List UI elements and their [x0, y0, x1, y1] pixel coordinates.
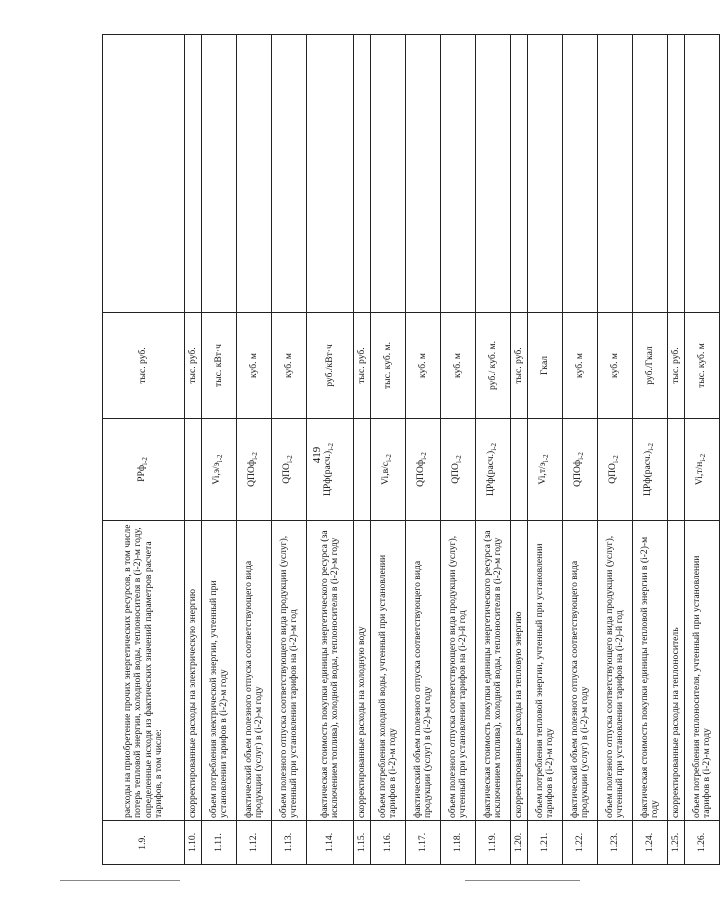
row-value-empty: [476, 35, 511, 313]
row-unit: тыс. руб.: [354, 313, 371, 419]
table-body: [103, 35, 720, 865]
row-number: 1.20.: [511, 821, 528, 865]
row-value-empty: [685, 35, 720, 313]
table-row: [272, 35, 307, 865]
row-number: 1.21.: [528, 821, 563, 865]
table-row: [633, 35, 668, 865]
row-designation: [563, 419, 598, 521]
row-designation: [354, 419, 371, 521]
row-unit: руб./кВт·ч: [307, 313, 354, 419]
designation-subscript: i-2: [542, 454, 551, 463]
row-description: объем полезного отпуска соответствующего вида продукции (услуг), учтенный при установлении тарифов на (i-2)-м год: [272, 521, 307, 821]
row-number: 1.15.: [354, 821, 371, 865]
row-description: фактический объем полезного отпуска соответствующего вида продукции (услуг) в (i-2)-м году: [406, 521, 441, 821]
row-description: расходы на приобретение прочих энергетических ресурсов, в том числе потерь тепловой энергии, холодной воды, теплоносителя в (i-2)-м году, определенные исходя из фактических значений параметров расчета тарифов, в том числе:: [103, 521, 185, 821]
row-designation: [528, 419, 563, 521]
row-number: 1.11.: [202, 821, 237, 865]
row-description: объем полезного отпуска соответствующего вида продукции (услуг), учтенный при установлении тарифов на (i-2)-й год: [441, 521, 476, 821]
row-designation: [441, 419, 476, 521]
row-value-empty: [511, 35, 528, 313]
page-number: 419: [311, 446, 323, 464]
designation-subscript: i-2: [286, 455, 295, 463]
row-value-empty: [563, 35, 598, 313]
table-row: [307, 35, 354, 865]
row-description: скорректированные расходы на тепловую энергию: [511, 521, 528, 821]
row-unit: куб. м: [441, 313, 476, 419]
row-value-empty: [371, 35, 406, 313]
row-value-empty: [354, 35, 371, 313]
row-description: скорректированные расходы на электрическую энергию: [185, 521, 202, 821]
row-number: 1.24.: [633, 821, 668, 865]
row-unit: тыс. руб.: [185, 313, 202, 419]
row-unit: тыс. руб.: [511, 313, 528, 419]
designation-subscript: i-2: [647, 443, 656, 451]
row-designation: [272, 419, 307, 521]
row-designation: [668, 419, 685, 521]
table-row: [237, 35, 272, 865]
table-row: [685, 35, 720, 865]
row-description: объем потребления теплоносителя, учтенный при установлении тарифов в (i-2)-м году: [685, 521, 720, 821]
row-designation: [598, 419, 633, 521]
designation-symbol: QПО: [450, 463, 462, 484]
row-unit: куб. м: [237, 313, 272, 419]
row-unit: куб. м: [406, 313, 441, 419]
row-value-empty: [103, 35, 185, 313]
designation-symbol: РРф: [135, 464, 147, 482]
row-description: объем потребления тепловой энергии, учтенный при установлении тарифов в (i-2)-м году: [528, 521, 563, 821]
row-description: фактическая стоимость покупки единицы тепловой энергии в (i-2)-м году: [633, 521, 668, 821]
designation-symbol: ЦРф(расч.): [322, 450, 334, 496]
designation-symbol: Vi,э/э: [211, 462, 223, 485]
row-number: 1.10.: [185, 821, 202, 865]
row-description: объем потребления электрической энергии, учтенный при установлении тарифов в (i-2)-м году: [202, 521, 237, 821]
row-unit: руб./ куб. м.: [476, 313, 511, 419]
row-designation: [202, 419, 237, 521]
row-number: 1.13.: [272, 821, 307, 865]
row-value-empty: [272, 35, 307, 313]
designation-subscript: i-2: [385, 454, 394, 462]
row-number: 1.12.: [237, 821, 272, 865]
table-row: [598, 35, 633, 865]
designation-subscript: i-2: [420, 452, 429, 460]
designation-subscript: i-2: [140, 457, 149, 465]
designation-symbol: ЦРф(расч.): [642, 450, 654, 496]
row-unit: тыс. куб. м: [685, 313, 720, 419]
row-value-empty: [598, 35, 633, 313]
row-value-empty: [307, 35, 354, 313]
table-row: [476, 35, 511, 865]
rotated-table-container: [102, 35, 712, 865]
data-table: [102, 34, 720, 865]
row-unit: тыс. руб.: [668, 313, 685, 419]
row-unit: тыс. куб. м.: [371, 313, 406, 419]
row-unit: тыс. руб.: [103, 313, 185, 419]
table-row: [441, 35, 476, 865]
row-unit: куб. м: [598, 313, 633, 419]
row-value-empty: [237, 35, 272, 313]
row-number: 1.23.: [598, 821, 633, 865]
row-designation: [237, 419, 272, 521]
table-row: [406, 35, 441, 865]
table-row: [371, 35, 406, 865]
scan-edge-bottom-right: [465, 880, 580, 881]
row-description: объем полезного отпуска соответствующего вида продукции (услуг), учтенный при установлении тарифов на (i-2)-й год: [598, 521, 633, 821]
row-description: объем потребления холодной воды, учтенный при установлении тарифов в (i-2)-м году: [371, 521, 406, 821]
row-number: 1.19.: [476, 821, 511, 865]
row-value-empty: [202, 35, 237, 313]
table-row: [185, 35, 202, 865]
row-description: фактический объем полезного отпуска соответствующего вида продукции (услуг) в (i-2)-м году: [237, 521, 272, 821]
row-description: фактический объем полезного отпуска соответствующего вида продукции (услуг) в (i-2)-м году: [563, 521, 598, 821]
designation-symbol: QПО: [281, 463, 293, 484]
row-designation: [685, 419, 720, 521]
row-number: 1.14.: [307, 821, 354, 865]
row-designation: [307, 419, 354, 521]
table-row: [202, 35, 237, 865]
row-value-empty: [633, 35, 668, 313]
row-value-empty: [441, 35, 476, 313]
row-number: 1.9.: [103, 821, 185, 865]
designation-subscript: i-2: [699, 453, 708, 462]
row-number: 1.22.: [563, 821, 598, 865]
designation-subscript: i-2: [327, 443, 336, 451]
row-description: скорректированные расходы на теплоноситель: [668, 521, 685, 821]
row-unit: куб. м: [563, 313, 598, 419]
row-value-empty: [185, 35, 202, 313]
row-unit: куб. м: [272, 313, 307, 419]
table-row: [354, 35, 371, 865]
designation-symbol: Vi,в/с: [380, 461, 392, 485]
row-number: 1.17.: [406, 821, 441, 865]
designation-subscript: i-2: [455, 455, 464, 463]
row-unit: Гкал: [528, 313, 563, 419]
row-designation: [371, 419, 406, 521]
designation-subscript: i-2: [577, 452, 586, 460]
table-row: [668, 35, 685, 865]
designation-subscript: i-2: [216, 454, 225, 463]
row-description: фактическая стоимость покупки единицы энергетического ресурса (за исключением топлива), холодной воды, теплоносителя в (i-2)-м году: [307, 521, 354, 821]
row-designation: [633, 419, 668, 521]
row-number: 1.18.: [441, 821, 476, 865]
row-designation: [185, 419, 202, 521]
row-description: скорректированные расходы на холодную воду: [354, 521, 371, 821]
designation-symbol: QПОф: [415, 459, 427, 487]
designation-symbol: QПО: [607, 463, 619, 484]
row-value-empty: [406, 35, 441, 313]
scan-edge-bottom: [60, 880, 180, 881]
row-designation: [511, 419, 528, 521]
table-row: [511, 35, 528, 865]
designation-subscript: i-2: [251, 452, 260, 460]
row-number: 1.26.: [685, 821, 720, 865]
row-designation: [476, 419, 511, 521]
table-row: [528, 35, 563, 865]
designation-symbol: QПОф: [246, 459, 258, 487]
row-unit: руб./Гкал: [633, 313, 668, 419]
designation-subscript: i-2: [490, 443, 499, 451]
row-value-empty: [528, 35, 563, 313]
row-designation: [406, 419, 441, 521]
designation-subscript: i-2: [612, 455, 621, 463]
designation-symbol: Vi,т/н: [694, 461, 706, 486]
table-row: [563, 35, 598, 865]
row-number: 1.16.: [371, 821, 406, 865]
row-description: фактическая стоимость покупки единицы энергетического ресурса (за исключением топлива), холодной воды, теплоносителя в (i-2)-м году: [476, 521, 511, 821]
row-value-empty: [668, 35, 685, 313]
table-row: [103, 35, 185, 865]
row-unit: тыс. кВт·ч: [202, 313, 237, 419]
designation-symbol: ЦРф(расч.): [485, 450, 497, 496]
row-designation: [103, 419, 185, 521]
designation-symbol: QПОф: [572, 459, 584, 487]
row-number: 1.25.: [668, 821, 685, 865]
designation-symbol: Vi,т/э: [537, 462, 549, 485]
